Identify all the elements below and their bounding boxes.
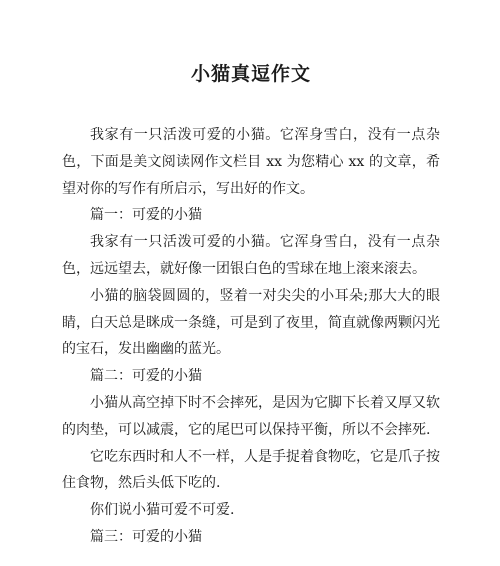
section-heading-3: 篇三：可爱的小猫 bbox=[90, 528, 202, 545]
paragraph: 你们说小猫可爱不可爱. bbox=[90, 502, 235, 519]
document-title: 小猫真逗作文 bbox=[190, 63, 311, 85]
document-body bbox=[62, 122, 440, 551]
paragraph: 我家有一只活泼可爱的小猫。它浑身雪白，没有一点杂色，远远望去，就好像一团银白色的雪球在地上滚来滚去。 bbox=[62, 234, 440, 277]
paragraph: 它吃东西时和人不一样，人是手捉着食物吃，它是爪子按住食物，然后头低下吃的. bbox=[62, 448, 440, 492]
paragraph: 小猫从高空掉下时不会摔死，是因为它脚下长着又厚又软的肉垫，可以减震，它的尾巴可以保持平衡，所以不会摔死. bbox=[62, 394, 440, 438]
paragraph-intro: 我家有一只活泼可爱的小猫。它浑身雪白，没有一点杂色，下面是美文阅读网作文栏目 xx 为您精心 xx 的文章，希望对你的写作有所启示，写出好的作文。 bbox=[62, 127, 440, 197]
section-heading-2: 篇二：可爱的小猫 bbox=[90, 368, 202, 385]
paragraph: 小猫的脑袋圆圆的，竖着一对尖尖的小耳朵;那大大的眼睛，白天总是眯成一条缝，可是到了夜里，简直就像两颗闪光的宝石，发出幽幽的蓝光。 bbox=[62, 287, 440, 358]
section-heading-1: 篇一：可爱的小猫 bbox=[90, 207, 202, 224]
